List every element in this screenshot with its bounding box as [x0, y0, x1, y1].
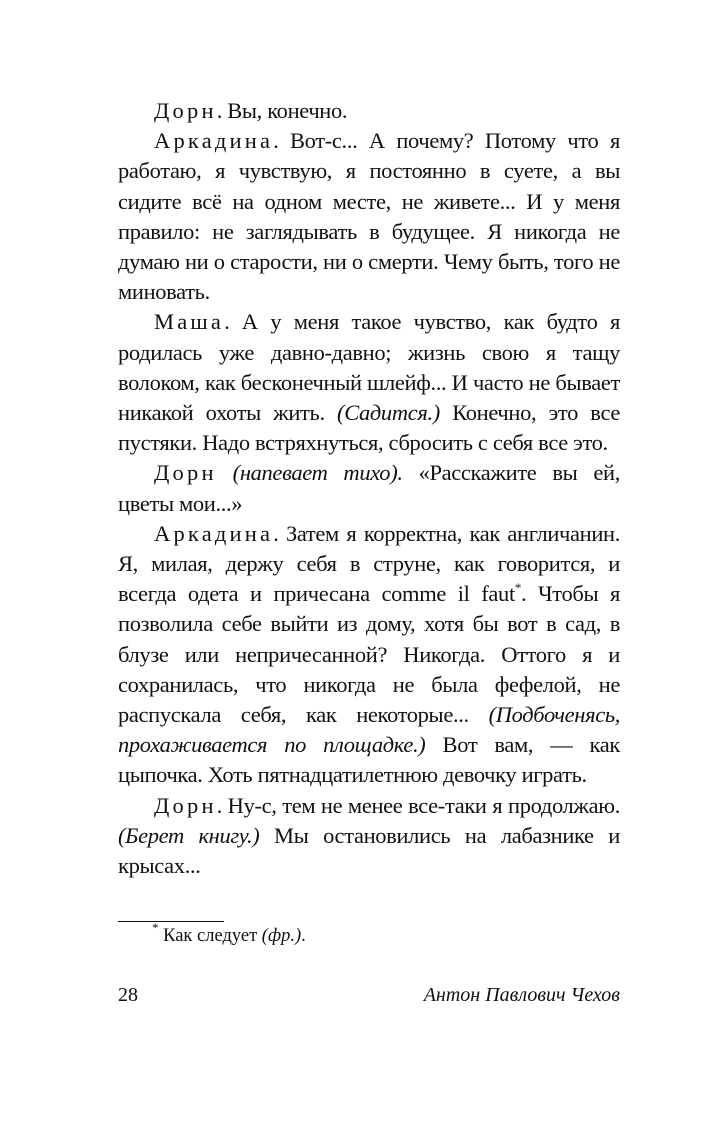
footnote-marker: *	[152, 920, 159, 935]
stage-direction: (Берет книгу.)	[118, 822, 260, 848]
footnote-end: .	[301, 926, 306, 946]
dialogue-paragraph	[118, 458, 620, 518]
speaker-name: Маша	[154, 309, 225, 335]
dialogue-text: . Затем я корректна, как англичанин. Я, милая, держу себя в струне, как говорится, и всегда одета и причесана comme il faut	[118, 520, 620, 607]
stage-direction: (напевает тихо).	[232, 460, 403, 486]
dialogue-paragraph	[118, 791, 620, 882]
footnote-language: (фр.)	[261, 926, 302, 946]
footnote-divider	[118, 921, 224, 922]
dialogue-text: «Расскажите вы ей, цветы мои...»	[118, 460, 621, 516]
footnote	[152, 920, 306, 947]
speaker-name: Аркадина	[154, 520, 274, 546]
dialogue-text: . Вы, конечно.	[216, 98, 348, 123]
dialogue-text: . Вот-с... А почему? Потому что я работаю, я чувствую, я постоянно в суете, а вы сидите всё на одном месте, не живете... И у меня правило: не заглядывать в будущее. Я никогда не думаю ни о старости, ни о смерти. Чему быть, того не миновать.	[118, 128, 620, 305]
speaker-name: Дорн	[154, 98, 217, 123]
page-footer	[118, 984, 620, 1007]
page-body	[118, 96, 620, 881]
stage-direction: (Подбоченясь, прохаживается по площадке.)	[118, 702, 620, 758]
dialogue-paragraph	[118, 519, 620, 791]
page-number: 28	[118, 984, 138, 1006]
speaker-name: Дорн	[154, 460, 217, 486]
footnote-reference: *	[514, 580, 522, 596]
dialogue-text: Мы остановились на лабазнике и крысах...	[118, 822, 620, 879]
speaker-name: Аркадина	[154, 128, 274, 154]
dialogue-text: . Чтобы я позволила себе выйти из дому, хотя бы вот в сад, в блузе или непричесанной? Никогда. Оттого я и сохранилась, что никогда не была фефелой, не распускала себя, как некоторые...	[118, 581, 620, 728]
dialogue-text: . Ну-с, тем не менее все-таки я продолжаю.	[216, 792, 620, 818]
dialogue-text	[217, 460, 233, 485]
running-author: Антон Павлович Чехов	[423, 984, 620, 1006]
dialogue-text: . А у меня такое чувство, как будто я родилась уже давно-давно; жизнь свою я тащу волоком, как бесконечный шлейф... И часто не бывает никакой охоты жить.	[118, 309, 620, 426]
speaker-name: Дорн	[154, 792, 217, 818]
dialogue-paragraph	[118, 126, 620, 307]
dialogue-text: Конечно, это все пустяки. Надо встряхнуться, сбросить с себя все это.	[118, 400, 620, 456]
dialogue-paragraph	[118, 307, 620, 458]
footnote-text: Как следует	[158, 926, 262, 946]
stage-direction: (Садится.)	[337, 400, 440, 426]
dialogue-paragraph	[118, 96, 620, 126]
dialogue-text: Вот вам, — как цыпочка. Хоть пятнадцатилетнюю девочку играть.	[118, 732, 620, 788]
